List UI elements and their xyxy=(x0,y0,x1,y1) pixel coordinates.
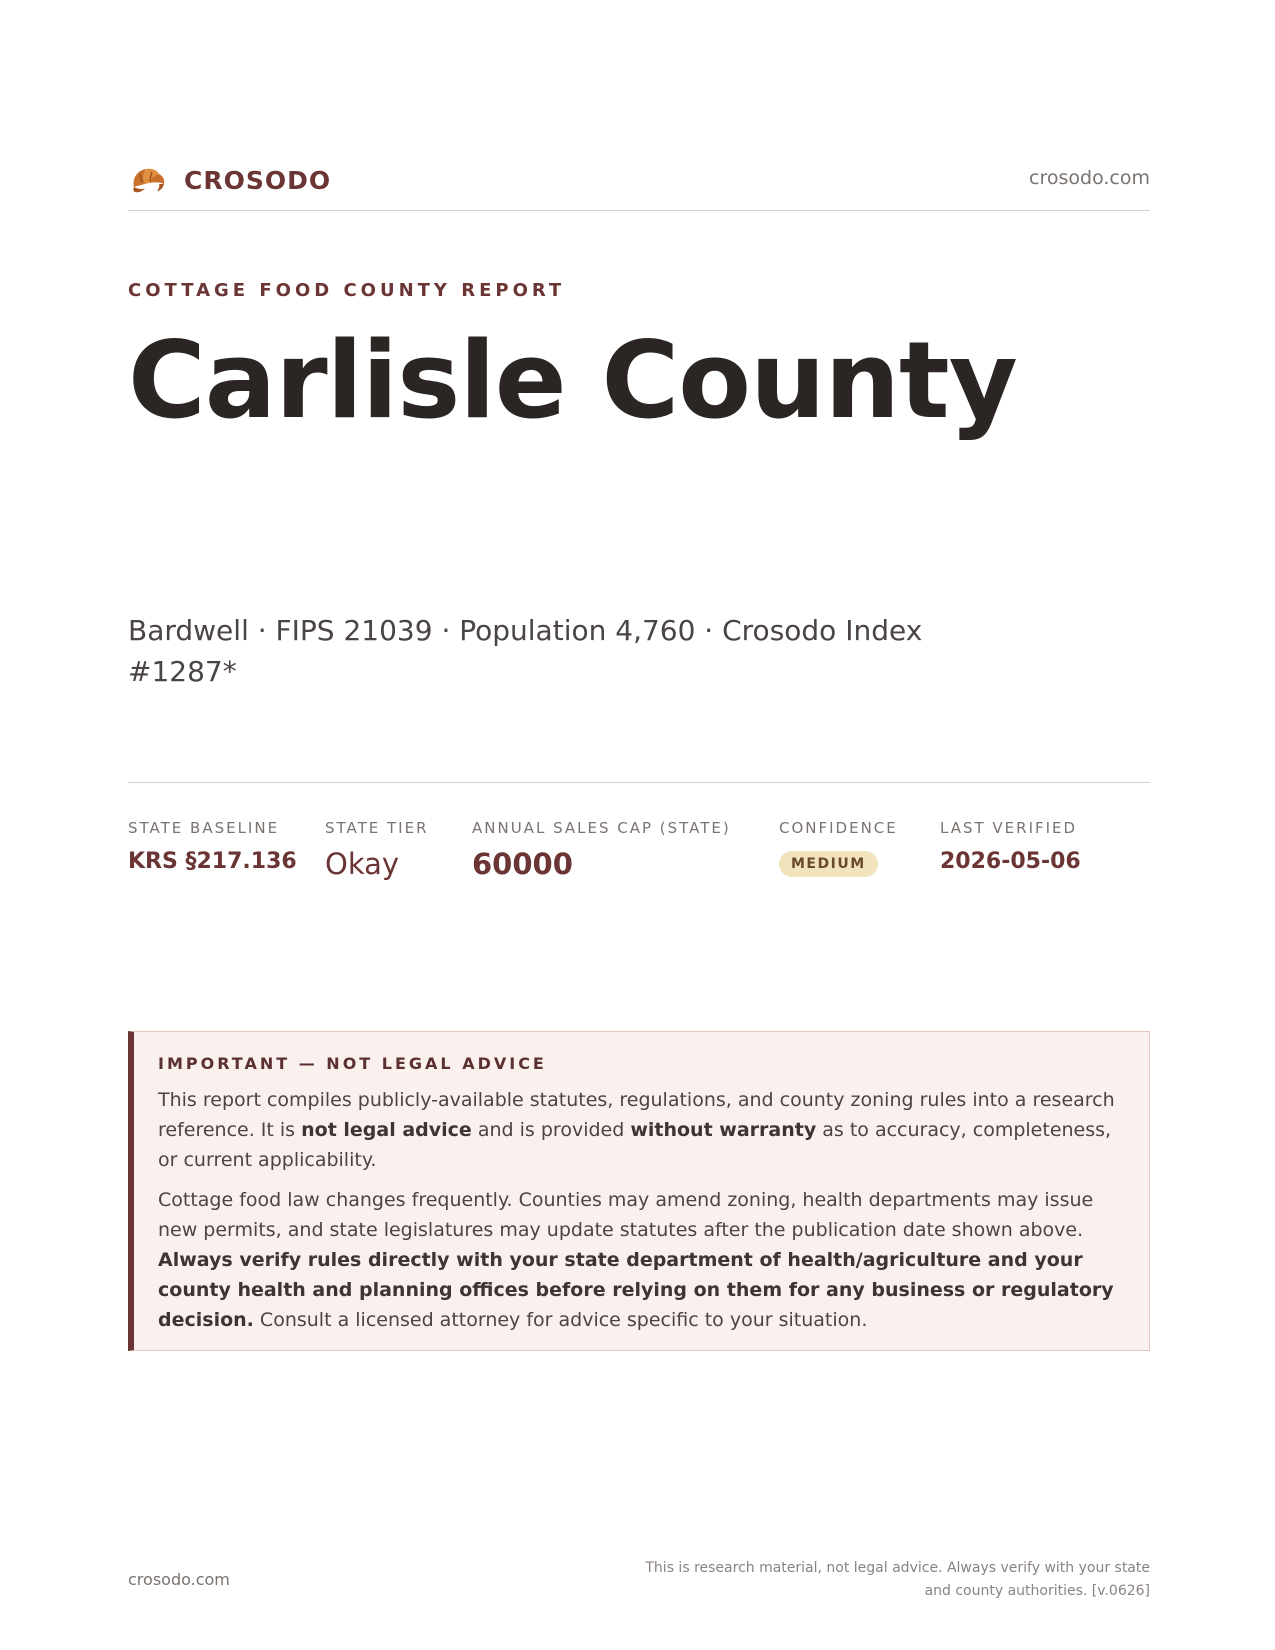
notice-text: as to accuracy, completeness, or current applicability. xyxy=(158,1119,1112,1171)
stat-last-verified xyxy=(940,819,1081,874)
page-header xyxy=(128,158,1150,211)
notice-text: This report compiles publicly-available statutes, regulations, and county zoning rules into a research reference. It is xyxy=(158,1089,1115,1141)
notice-title: IMPORTANT — NOT LEGAL ADVICE xyxy=(158,1054,547,1073)
notice-emphasis: not legal advice xyxy=(301,1119,472,1141)
brand-name: CROSODO xyxy=(184,165,332,195)
stat-value: 60000 xyxy=(472,847,573,881)
stat-state-baseline xyxy=(128,819,297,874)
stat-value: Okay xyxy=(325,847,400,881)
brand xyxy=(128,160,331,200)
page-title: Carlisle County xyxy=(128,319,1017,442)
report-page xyxy=(128,0,1150,1650)
croissant-icon xyxy=(128,160,168,200)
page-subtitle: Bardwell · FIPS 21039 · Population 4,760 · Crosodo Index #1287* xyxy=(128,614,923,688)
stat-value: 2026-05-06 xyxy=(940,849,1081,874)
footer-site-link[interactable]: crosodo.com xyxy=(128,1570,230,1589)
notice-paragraph xyxy=(158,1085,1123,1175)
notice-text: and is provided xyxy=(471,1119,631,1141)
notice-text: Cottage food law changes frequently. Counties may amend zoning, health departments may issue new permits, and state legislatures may update statutes after the publication date shown above. xyxy=(158,1189,1094,1241)
stat-sales-cap xyxy=(472,819,731,881)
stat-label: STATE TIER xyxy=(325,819,429,837)
legal-notice xyxy=(128,1031,1150,1351)
stats-row xyxy=(128,782,1150,881)
stat-confidence xyxy=(779,819,898,877)
notice-emphasis: without warranty xyxy=(630,1119,817,1141)
stat-value: KRS §217.136 xyxy=(128,849,297,874)
stat-label: STATE BASELINE xyxy=(128,819,280,837)
notice-text: Consult a licensed attorney for advice specific to your situation. xyxy=(253,1309,868,1331)
report-eyebrow: COTTAGE FOOD COUNTY REPORT xyxy=(128,280,566,301)
confidence-badge: MEDIUM xyxy=(779,851,878,877)
notice-emphasis: Always verify rules directly with your state department of health/agriculture and your county health and planning offices before relying on them for any business or regulatory decision. xyxy=(158,1249,1114,1331)
site-link[interactable]: crosodo.com xyxy=(1029,167,1150,189)
stat-label: ANNUAL SALES CAP (STATE) xyxy=(472,819,731,837)
stat-label: CONFIDENCE xyxy=(779,819,898,837)
footer-disclaimer: This is research material, not legal advice. Always verify with your state and county authorities. [v.0626] xyxy=(645,1560,1150,1599)
stat-label: LAST VERIFIED xyxy=(940,819,1078,837)
stat-state-tier xyxy=(325,819,429,881)
notice-paragraph xyxy=(158,1185,1123,1335)
